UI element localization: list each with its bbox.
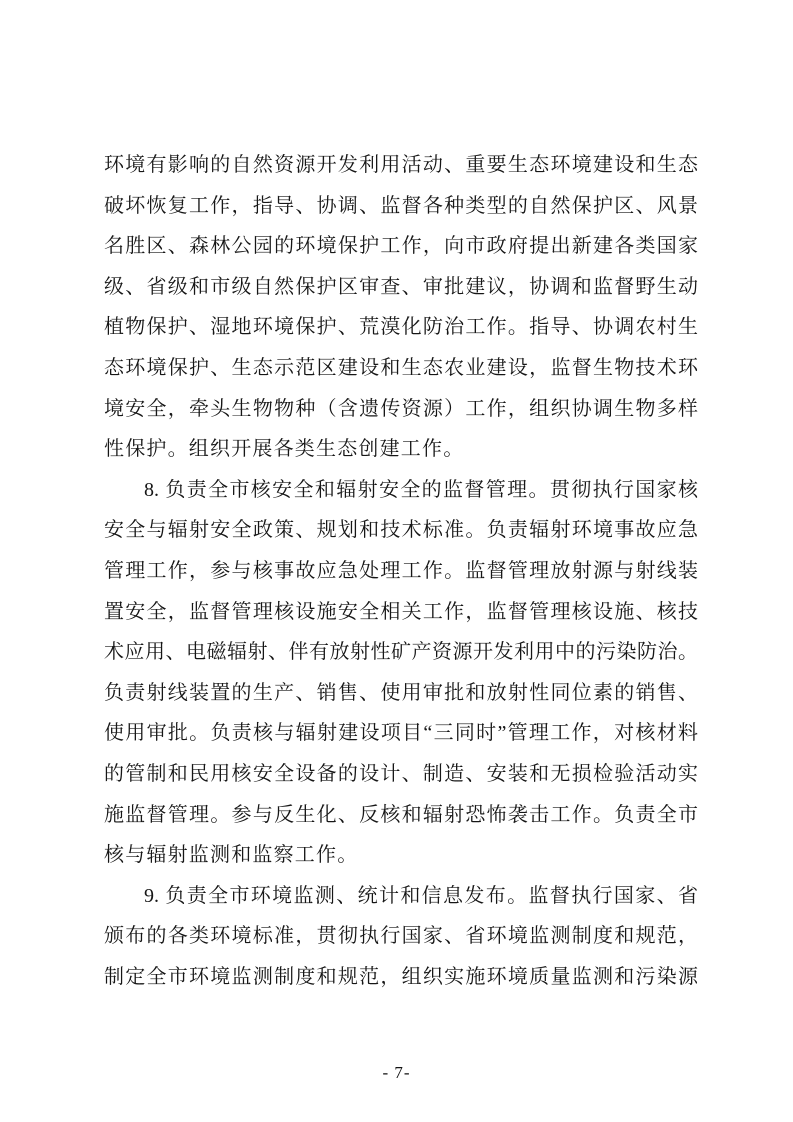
text-line: 境安全，牵头生物物种（含遗传资源）工作，组织协调生物多样 (104, 397, 698, 420)
text-line: 制定全市环境监测制度和规范，组织实施环境质量监测和污染源 (104, 965, 698, 988)
text-line: 核与辐射监测和监察工作。 (104, 844, 359, 867)
text-line: 环境有影响的自然资源开发利用活动、重要生态环境建设和生态 (104, 154, 698, 176)
document-body (104, 145, 698, 997)
text-line: 8. 负责全市核安全和辐射安全的监督管理。贯彻执行国家核 (144, 478, 698, 501)
text-line: 使用审批。负责核与辐射建设项目“三同时”管理工作，对核材料 (104, 722, 698, 745)
text-line: 性保护。组织开展各类生态创建工作。 (104, 438, 465, 461)
text-line: 级、省级和市级自然保护区审查、审批建议，协调和监督野生动 (104, 275, 698, 298)
text-line: 9. 负责全市环境监测、统计和信息发布。监督执行国家、省 (144, 884, 698, 907)
text-line: 施监督管理。参与反生化、反核和辐射恐怖袭击工作。负责全市 (104, 803, 698, 826)
page-number: - 7- (382, 1063, 411, 1082)
text-line: 术应用、电磁辐射、伴有放射性矿产资源开发利用中的污染防治。 (104, 641, 698, 664)
text-line: 植物保护、湿地环境保护、荒漠化防治工作。指导、协调农村生 (104, 316, 698, 339)
page-footer (0, 1063, 793, 1083)
text-line: 的管制和民用核安全设备的设计、制造、安装和无损检验活动实 (104, 762, 698, 785)
text-line: 名胜区、森林公园的环境保护工作，向市政府提出新建各类国家 (104, 235, 698, 258)
text-line: 安全与辐射安全政策、规划和技术标准。负责辐射环境事故应急 (104, 519, 698, 542)
text-line: 管理工作，参与核事故应急处理工作。监督管理放射源与射线装 (104, 559, 698, 582)
text-line: 破坏恢复工作，指导、协调、监督各种类型的自然保护区、风景 (104, 194, 698, 217)
text-line: 态环境保护、生态示范区建设和生态农业建设，监督生物技术环 (104, 356, 698, 379)
text-line: 负责射线装置的生产、销售、使用审批和放射性同位素的销售、 (104, 681, 698, 704)
text-line: 置安全，监督管理核设施安全相关工作，监督管理核设施、核技 (104, 600, 698, 623)
text-line: 颁布的各类环境标准，贯彻执行国家、省环境监测制度和规范， (104, 925, 698, 948)
